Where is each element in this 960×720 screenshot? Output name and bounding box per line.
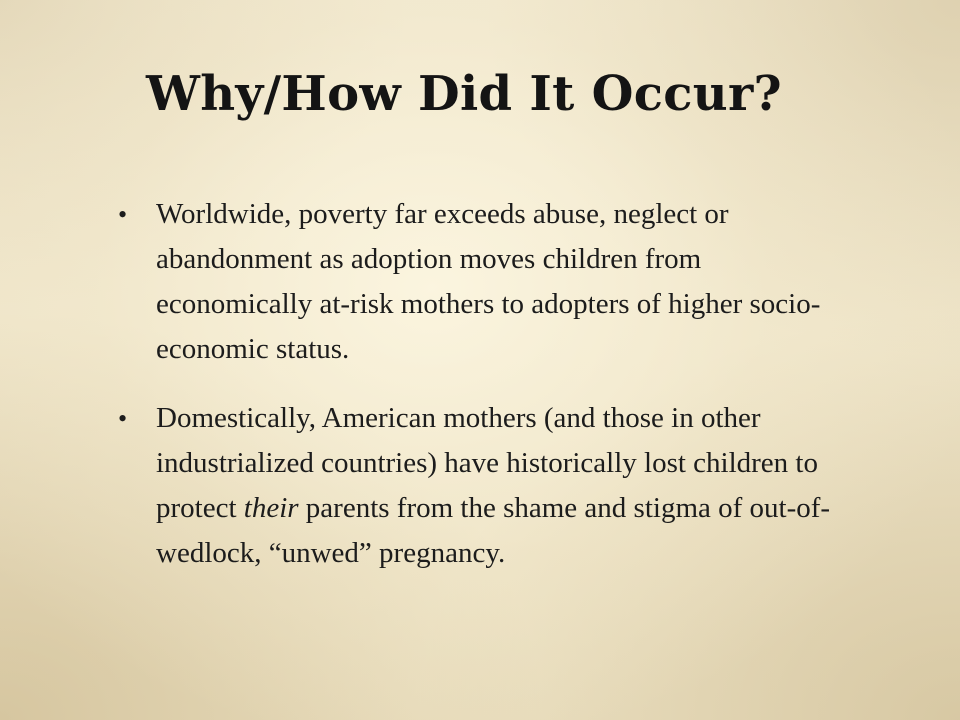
- bullet-text-emphasis: their: [243, 492, 299, 524]
- bullet-text-before: Domestically, American mothers (and those in other industrialized countries) have historically lost children to protect: [156, 402, 818, 524]
- bullet-icon: •: [118, 404, 128, 433]
- bullet-icon: •: [118, 200, 128, 229]
- bullet-item-worldwide: [118, 192, 858, 372]
- bullet-text: Worldwide, poverty far exceeds abuse, neglect or abandonment as adoption moves children from economically at-risk mothers to adopters of higher socio-economic status.: [156, 198, 821, 365]
- bullet-text-after: parents from the shame and stigma of out-of-wedlock, “unwed” pregnancy.: [156, 492, 831, 569]
- bullet-item-domestically: [118, 396, 858, 576]
- slide-title: Why/How Did It Occur?: [146, 66, 782, 122]
- bullet-list: [118, 192, 858, 600]
